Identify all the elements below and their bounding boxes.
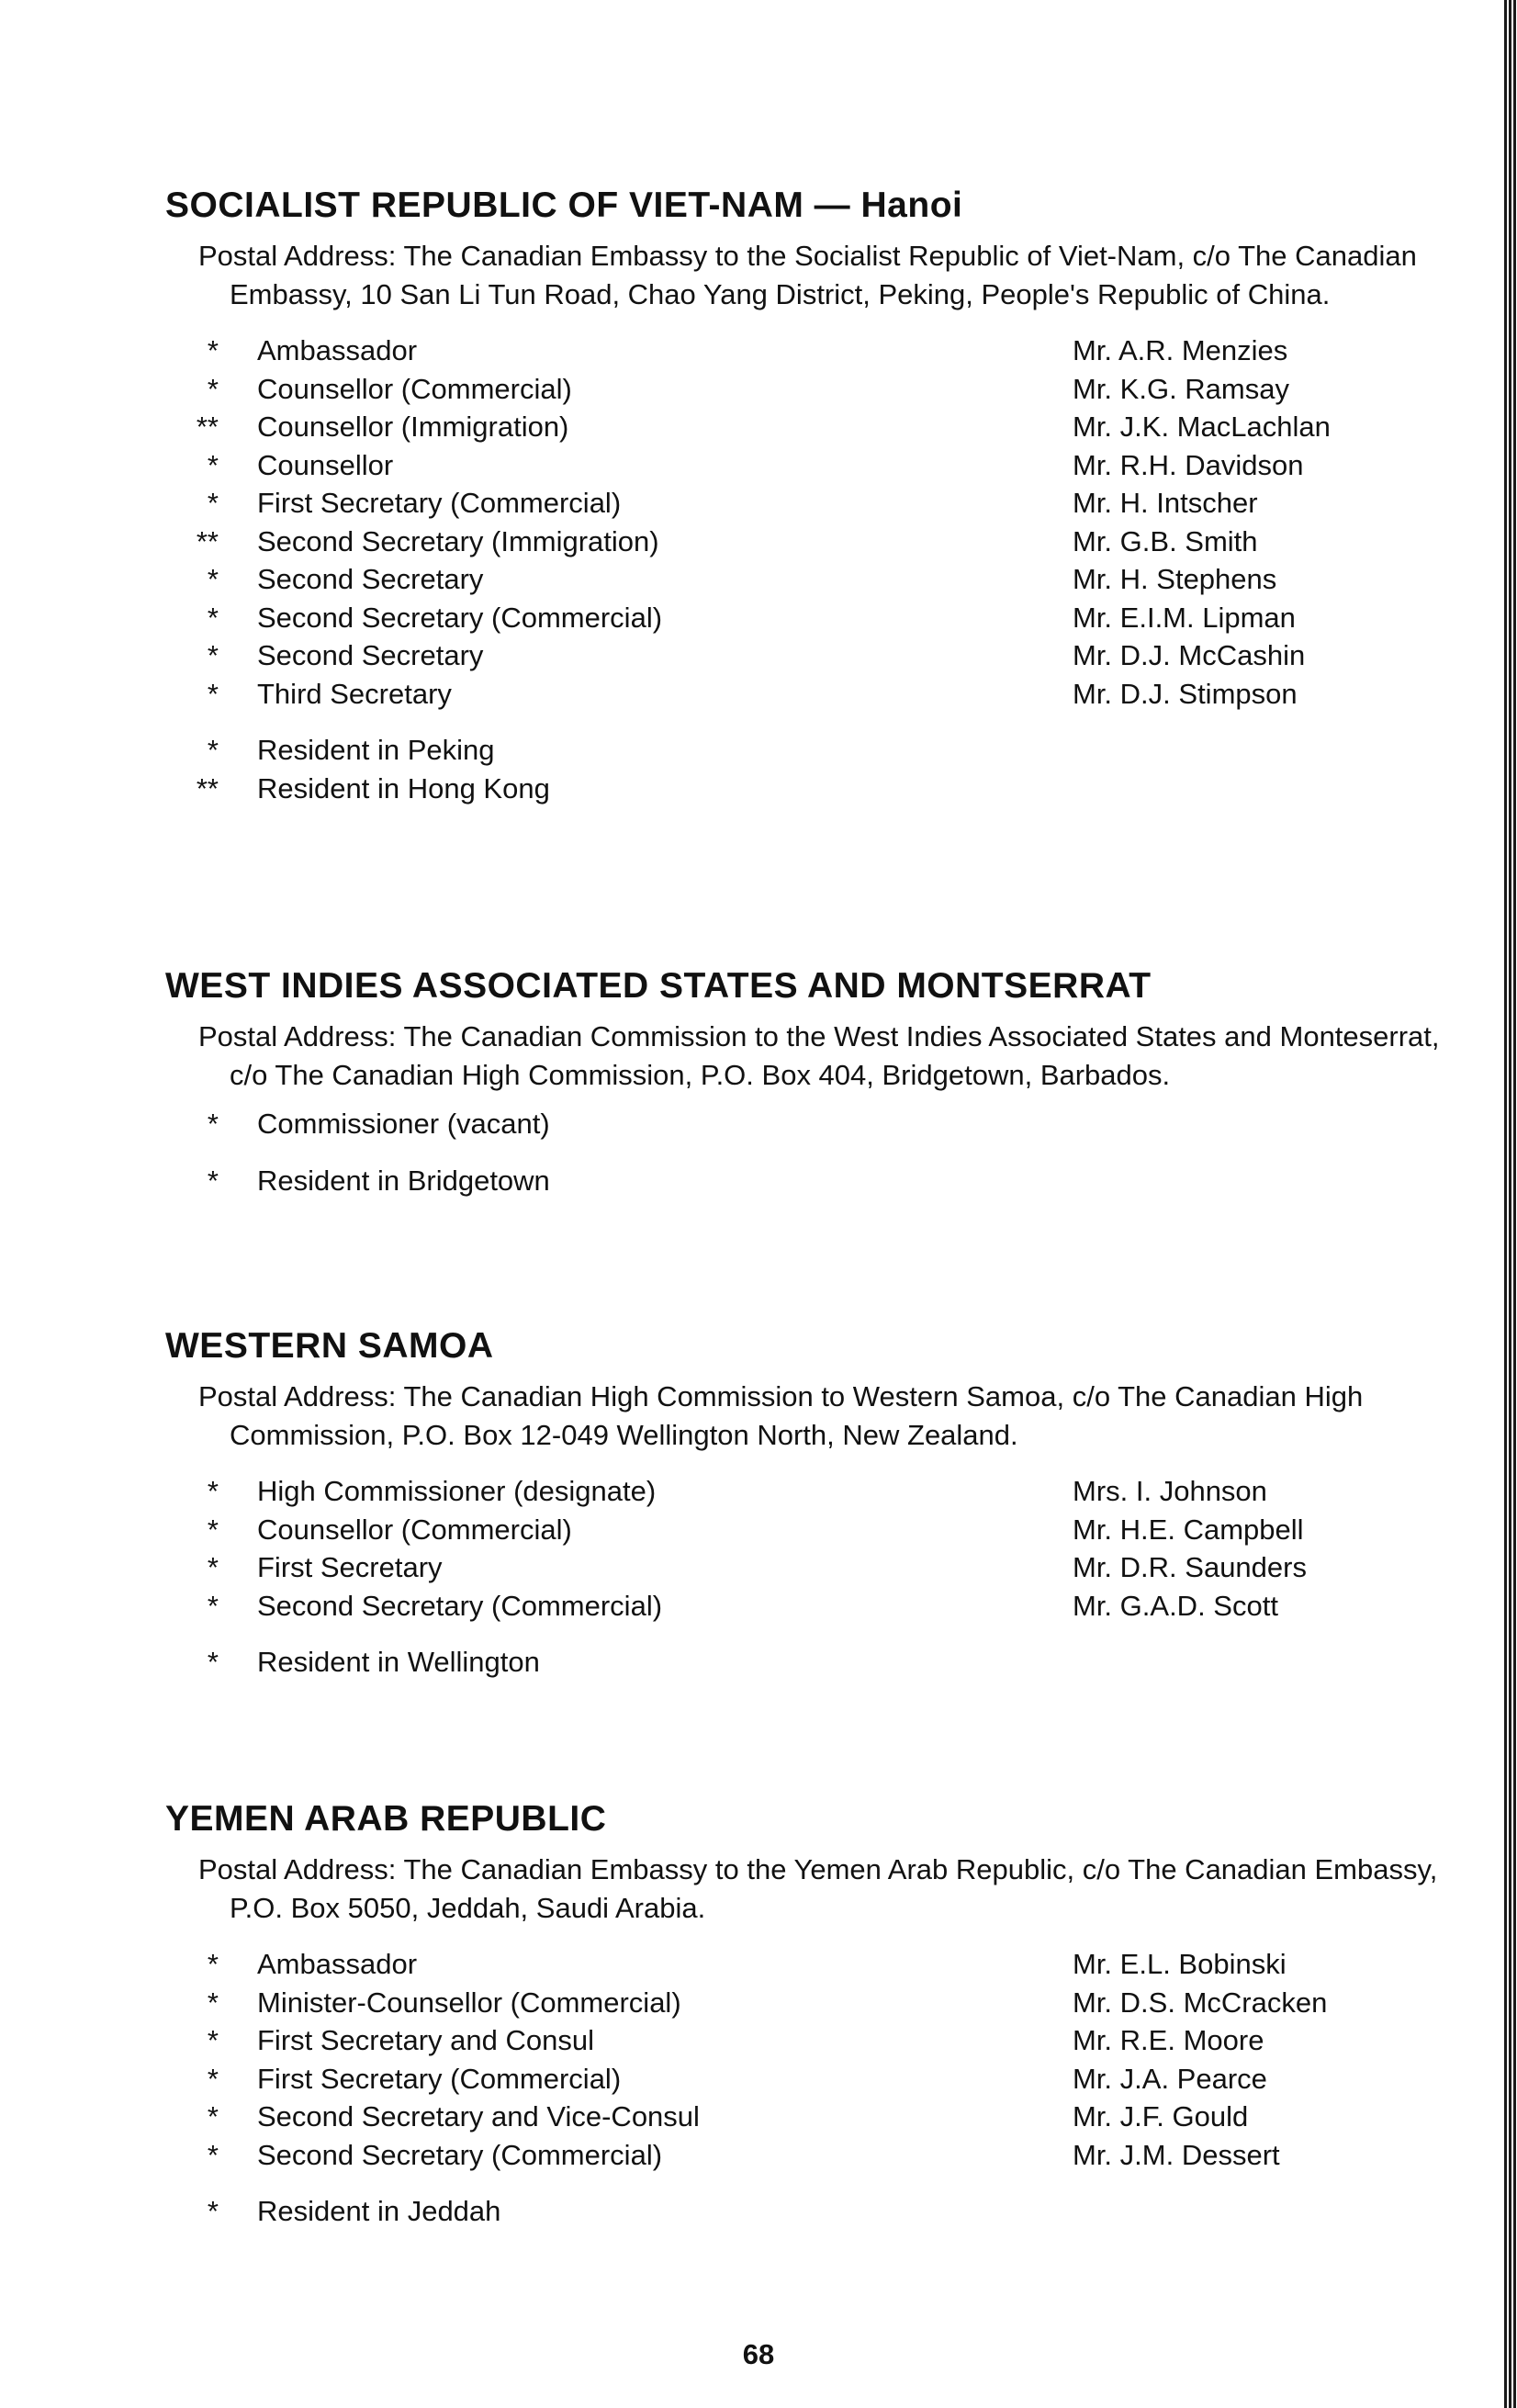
footnote-mark: * xyxy=(207,1948,219,1980)
section-heading: SOCIALIST REPUBLIC OF VIET-NAM — Hanoi xyxy=(165,186,963,225)
staff-row xyxy=(207,1105,1469,1143)
postal-address: Postal Address: The Canadian Commission to the West Indies Associated States and Monteserrat, c/o The Canadian High Commission, P.O. Box 404, Bridgetown, Barbados. xyxy=(198,1020,1440,1091)
footnote-mark: * xyxy=(207,2138,219,2171)
footnote xyxy=(207,1162,1469,1200)
staff-row xyxy=(207,1511,1469,1549)
staff-title: First Secretary (Commercial) xyxy=(257,487,622,519)
footnotes xyxy=(207,1162,1469,1200)
footnote-mark: * xyxy=(207,677,219,710)
staff-name: Mr. J.K. MacLachlan xyxy=(1073,411,1331,443)
footnote-mark: * xyxy=(207,2195,219,2227)
staff-name: Mr. H. Intscher xyxy=(1073,487,1258,519)
footnote-mark: * xyxy=(207,2062,219,2095)
staff-title: First Secretary and Consul xyxy=(257,2024,594,2056)
staff-name: Mr. G.B. Smith xyxy=(1073,524,1258,557)
staff-title: Second Secretary xyxy=(257,563,484,595)
postal-address: Postal Address: The Canadian Embassy to the Socialist Republic of Viet-Nam, c/o The Canadian Embassy, 10 San Li Tun Road, Chao Yang District, Peking, People's Republic of China. xyxy=(198,240,1417,310)
staff-list xyxy=(207,1105,1469,1143)
staff-row xyxy=(207,675,1469,714)
staff-title: Second Secretary (Commercial) xyxy=(257,1589,663,1622)
staff-title: High Commissioner (designate) xyxy=(257,1475,657,1507)
footnote-mark: ** xyxy=(196,411,219,443)
footnote-mark: * xyxy=(207,448,219,481)
staff-row xyxy=(207,2136,1469,2175)
footnote-text: Resident in Peking xyxy=(257,734,495,766)
staff-name: Mr. D.S. McCracken xyxy=(1073,1986,1328,2019)
staff-list xyxy=(207,1472,1469,1625)
staff-row xyxy=(207,560,1469,599)
staff-name: Mr. A.R. Menzies xyxy=(1073,334,1288,366)
staff-name: Mr. J.A. Pearce xyxy=(1073,2062,1267,2095)
staff-title: Ambassador xyxy=(257,1948,418,1980)
footnote-text: Resident in Hong Kong xyxy=(257,771,550,805)
staff-row xyxy=(207,1548,1469,1587)
footnote-mark: * xyxy=(207,334,219,366)
staff-row xyxy=(207,446,1469,485)
page-number: 68 xyxy=(742,2338,775,2370)
staff-list xyxy=(196,332,1469,713)
staff-row xyxy=(207,1945,1469,1984)
footnote-mark: * xyxy=(207,601,219,634)
staff-row xyxy=(207,2060,1469,2099)
staff-name: Mr. D.J. McCashin xyxy=(1073,639,1306,671)
staff-row xyxy=(207,1984,1469,2022)
staff-row xyxy=(207,1587,1469,1626)
staff-row xyxy=(196,523,1469,561)
staff-title: Second Secretary (Commercial) xyxy=(257,601,663,634)
footnote-mark: * xyxy=(207,1513,219,1546)
section-yemen xyxy=(165,1797,1469,2231)
staff-row xyxy=(207,332,1469,370)
footnote-mark: * xyxy=(207,2024,219,2056)
staff-name: Mr. R.H. Davidson xyxy=(1073,448,1304,481)
staff-name: Mrs. I. Johnson xyxy=(1073,1475,1267,1507)
staff-title: Minister-Counsellor (Commercial) xyxy=(257,1986,681,2019)
staff-title: Counsellor xyxy=(257,448,394,481)
staff-name: Mr. K.G. Ramsay xyxy=(1073,372,1289,405)
section-viet-nam xyxy=(165,184,1469,807)
footnote-mark: * xyxy=(207,1108,219,1140)
footnote-mark: * xyxy=(207,487,219,519)
staff-name: Mr. J.F. Gould xyxy=(1073,2100,1249,2132)
staff-row xyxy=(207,599,1469,637)
footnote-mark: * xyxy=(207,372,219,405)
footnote-mark: * xyxy=(207,1646,219,1678)
footnote-mark: * xyxy=(207,1164,219,1197)
staff-row xyxy=(207,370,1469,409)
postal-address: Postal Address: The Canadian Embassy to the Yemen Arab Republic, c/o The Canadian Embassy, P.O. Box 5050, Jeddah, Saudi Arabia. xyxy=(198,1853,1438,1924)
footnote-mark: * xyxy=(207,1551,219,1583)
footnote-mark: * xyxy=(207,563,219,595)
staff-name: Mr. D.J. Stimpson xyxy=(1073,677,1298,710)
staff-row xyxy=(196,408,1469,446)
staff-name: Mr. E.L. Bobinski xyxy=(1073,1948,1287,1980)
staff-name: Mr. J.M. Dessert xyxy=(1073,2138,1280,2171)
staff-title: First Secretary xyxy=(257,1551,443,1583)
staff-title: Counsellor (Commercial) xyxy=(257,372,572,405)
footnote-mark: * xyxy=(207,734,219,766)
footnote-text: Resident in Jeddah xyxy=(257,2195,501,2227)
footnote-mark: ** xyxy=(196,524,219,557)
staff-title: Second Secretary (Immigration) xyxy=(257,524,659,557)
staff-row xyxy=(207,636,1469,675)
staff-title: Commissioner (vacant) xyxy=(257,1108,550,1140)
staff-name: Mr. R.E. Moore xyxy=(1073,2024,1264,2056)
footnote-mark: * xyxy=(207,1589,219,1622)
staff-name: Mr. D.R. Saunders xyxy=(1073,1551,1307,1583)
staff-title: First Secretary (Commercial) xyxy=(257,2062,622,2095)
section-western-samoa xyxy=(165,1324,1469,1682)
staff-title: Second Secretary xyxy=(257,639,484,671)
footnotes xyxy=(207,1643,1469,1682)
staff-name: Mr. H. Stephens xyxy=(1073,563,1277,595)
section-heading: WEST INDIES ASSOCIATED STATES AND MONTSERRAT xyxy=(165,966,1152,1006)
footnotes xyxy=(207,2192,1469,2231)
footnote-mark: * xyxy=(207,1475,219,1507)
staff-name: Mr. H.E. Campbell xyxy=(1073,1513,1304,1546)
staff-row xyxy=(207,2021,1469,2060)
staff-list xyxy=(207,1945,1469,2174)
staff-title: Second Secretary and Vice-Consul xyxy=(257,2100,700,2132)
staff-name: Mr. E.I.M. Lipman xyxy=(1073,601,1296,634)
staff-title: Second Secretary (Commercial) xyxy=(257,2138,663,2171)
staff-title: Counsellor (Commercial) xyxy=(257,1513,572,1546)
footnote-mark: ** xyxy=(196,771,219,805)
section-heading: WESTERN SAMOA xyxy=(165,1326,494,1366)
footnote xyxy=(207,1643,1469,1682)
staff-row xyxy=(207,1472,1469,1511)
footnote-mark: * xyxy=(207,2100,219,2132)
staff-name: Mr. G.A.D. Scott xyxy=(1073,1589,1278,1622)
footnote-mark: * xyxy=(207,639,219,671)
footnote-mark: * xyxy=(207,1986,219,2019)
staff-title: Counsellor (Immigration) xyxy=(257,411,569,443)
postal-address: Postal Address: The Canadian High Commission to Western Samoa, c/o The Canadian High Commission, P.O. Box 12-049 Wellington North, New Zealand. xyxy=(198,1380,1364,1451)
section-heading: YEMEN ARAB REPUBLIC xyxy=(165,1799,607,1839)
staff-row xyxy=(207,484,1469,523)
footnote-text: Resident in Bridgetown xyxy=(257,1164,550,1197)
staff-title: Third Secretary xyxy=(257,677,452,710)
footnote-text: Resident in Wellington xyxy=(257,1646,540,1678)
staff-title: Ambassador xyxy=(257,334,418,366)
footnote xyxy=(207,731,1469,770)
staff-row xyxy=(207,2098,1469,2136)
section-west-indies xyxy=(165,964,1469,1199)
page-edge-border xyxy=(1504,0,1517,2408)
footnote xyxy=(196,770,1469,808)
footnotes xyxy=(196,731,1469,807)
footnote xyxy=(207,2192,1469,2231)
